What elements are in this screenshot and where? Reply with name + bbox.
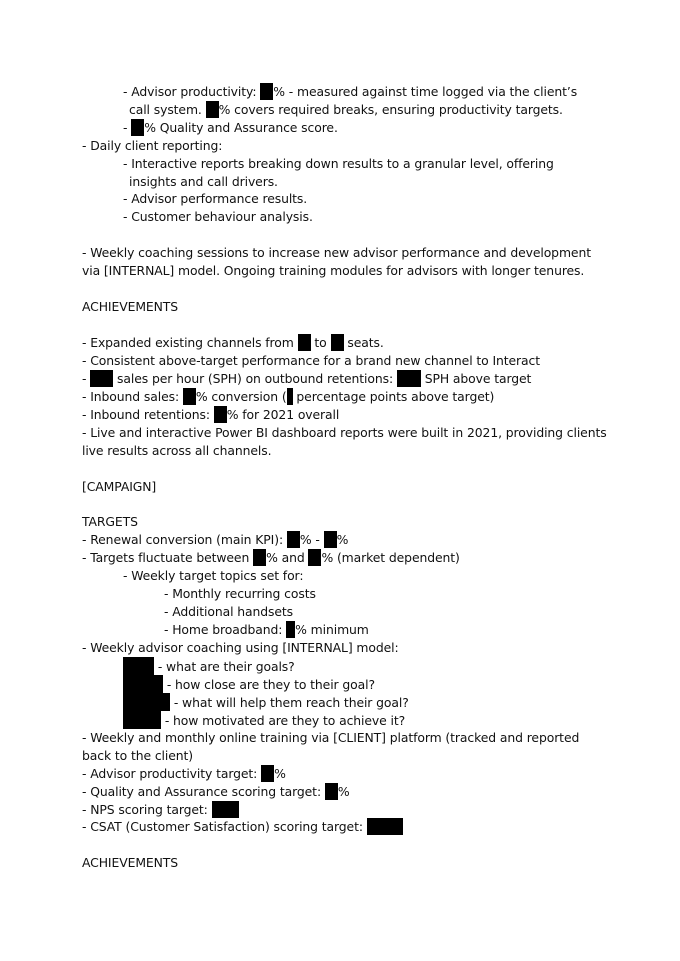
redaction-box bbox=[324, 531, 337, 548]
doc-line: - CSAT (Customer Satisfaction) scoring target: bbox=[82, 818, 403, 836]
redaction-box bbox=[90, 370, 113, 387]
doc-line: back to the client) bbox=[82, 748, 194, 763]
doc-line: - Weekly target topics set for: bbox=[123, 568, 304, 583]
redaction-box bbox=[325, 783, 338, 800]
doc-line: - Advisor performance results. bbox=[123, 191, 308, 206]
doc-line: - NPS scoring target: bbox=[82, 801, 239, 819]
doc-line: insights and call drivers. bbox=[129, 174, 278, 189]
doc-line: - what will help them reach their goal? bbox=[123, 693, 409, 712]
doc-line: - what are their goals? bbox=[123, 657, 295, 676]
redaction-box bbox=[214, 406, 227, 423]
redaction-box bbox=[123, 711, 161, 729]
doc-line: - Interactive reports breaking down results to a granular level, offering bbox=[123, 156, 554, 171]
section-heading: TARGETS bbox=[82, 514, 138, 529]
doc-line: - Renewal conversion (main KPI): % - % bbox=[82, 532, 349, 547]
section-heading: ACHIEVEMENTS bbox=[82, 855, 179, 870]
redaction-box bbox=[123, 693, 170, 711]
doc-line: - Inbound retentions: % for 2021 overall bbox=[82, 407, 340, 422]
doc-line: - Weekly coaching sessions to increase new advisor performance and development bbox=[82, 245, 591, 260]
redaction-box bbox=[331, 334, 344, 351]
doc-line: - Customer behaviour analysis. bbox=[123, 209, 313, 224]
doc-line: - Targets fluctuate between % and % (market dependent) bbox=[82, 550, 460, 565]
doc-line: - Inbound sales: % conversion ( percentage points above target) bbox=[82, 389, 495, 404]
doc-line: - Expanded existing channels from to seats. bbox=[82, 335, 384, 350]
doc-line: - Advisor productivity target: % bbox=[82, 766, 286, 781]
doc-line: - sales per hour (SPH) on outbound retentions: SPH above target bbox=[82, 371, 532, 386]
doc-line: - Live and interactive Power BI dashboard reports were built in 2021, providing clients bbox=[82, 425, 607, 440]
redaction-box bbox=[206, 101, 219, 118]
doc-line: - Quality and Assurance scoring target: % bbox=[82, 784, 350, 799]
redaction-box bbox=[131, 119, 144, 136]
redaction-box bbox=[123, 657, 154, 675]
redaction-box bbox=[287, 531, 300, 548]
doc-line: - how close are they to their goal? bbox=[123, 675, 375, 694]
doc-line: - Monthly recurring costs bbox=[164, 586, 316, 601]
redaction-box bbox=[308, 549, 321, 566]
section-heading: ACHIEVEMENTS bbox=[82, 299, 179, 314]
redaction-box bbox=[367, 818, 403, 835]
doc-line: - Additional handsets bbox=[164, 604, 294, 619]
doc-line: - Consistent above-target performance for a brand new channel to Interact bbox=[82, 353, 541, 368]
redaction-box bbox=[260, 83, 273, 100]
doc-line: live results across all channels. bbox=[82, 443, 272, 458]
redaction-box bbox=[261, 765, 274, 782]
doc-line: call system. % covers required breaks, ensuring productivity targets. bbox=[129, 102, 563, 117]
redaction-box bbox=[123, 675, 163, 693]
doc-line: - Advisor productivity: % - measured against time logged via the client’s bbox=[123, 84, 578, 99]
redaction-box bbox=[298, 334, 311, 351]
doc-line: - Weekly advisor coaching using [INTERNAL] model: bbox=[82, 640, 399, 655]
redaction-box bbox=[212, 801, 239, 818]
doc-line: - Weekly and monthly online training via [CLIENT] platform (tracked and reported bbox=[82, 730, 580, 745]
campaign-heading: [CAMPAIGN] bbox=[82, 479, 157, 494]
doc-line: via [INTERNAL] model. Ongoing training modules for advisors with longer tenures. bbox=[82, 263, 585, 278]
doc-line: - Home broadband: % minimum bbox=[164, 622, 369, 637]
doc-line: - % Quality and Assurance score. bbox=[123, 120, 338, 135]
doc-line: - how motivated are they to achieve it? bbox=[123, 711, 405, 730]
doc-line: - Daily client reporting: bbox=[82, 138, 223, 153]
redaction-box bbox=[183, 388, 196, 405]
redaction-box bbox=[286, 621, 295, 638]
redaction-box bbox=[253, 549, 266, 566]
redaction-box bbox=[397, 370, 421, 387]
